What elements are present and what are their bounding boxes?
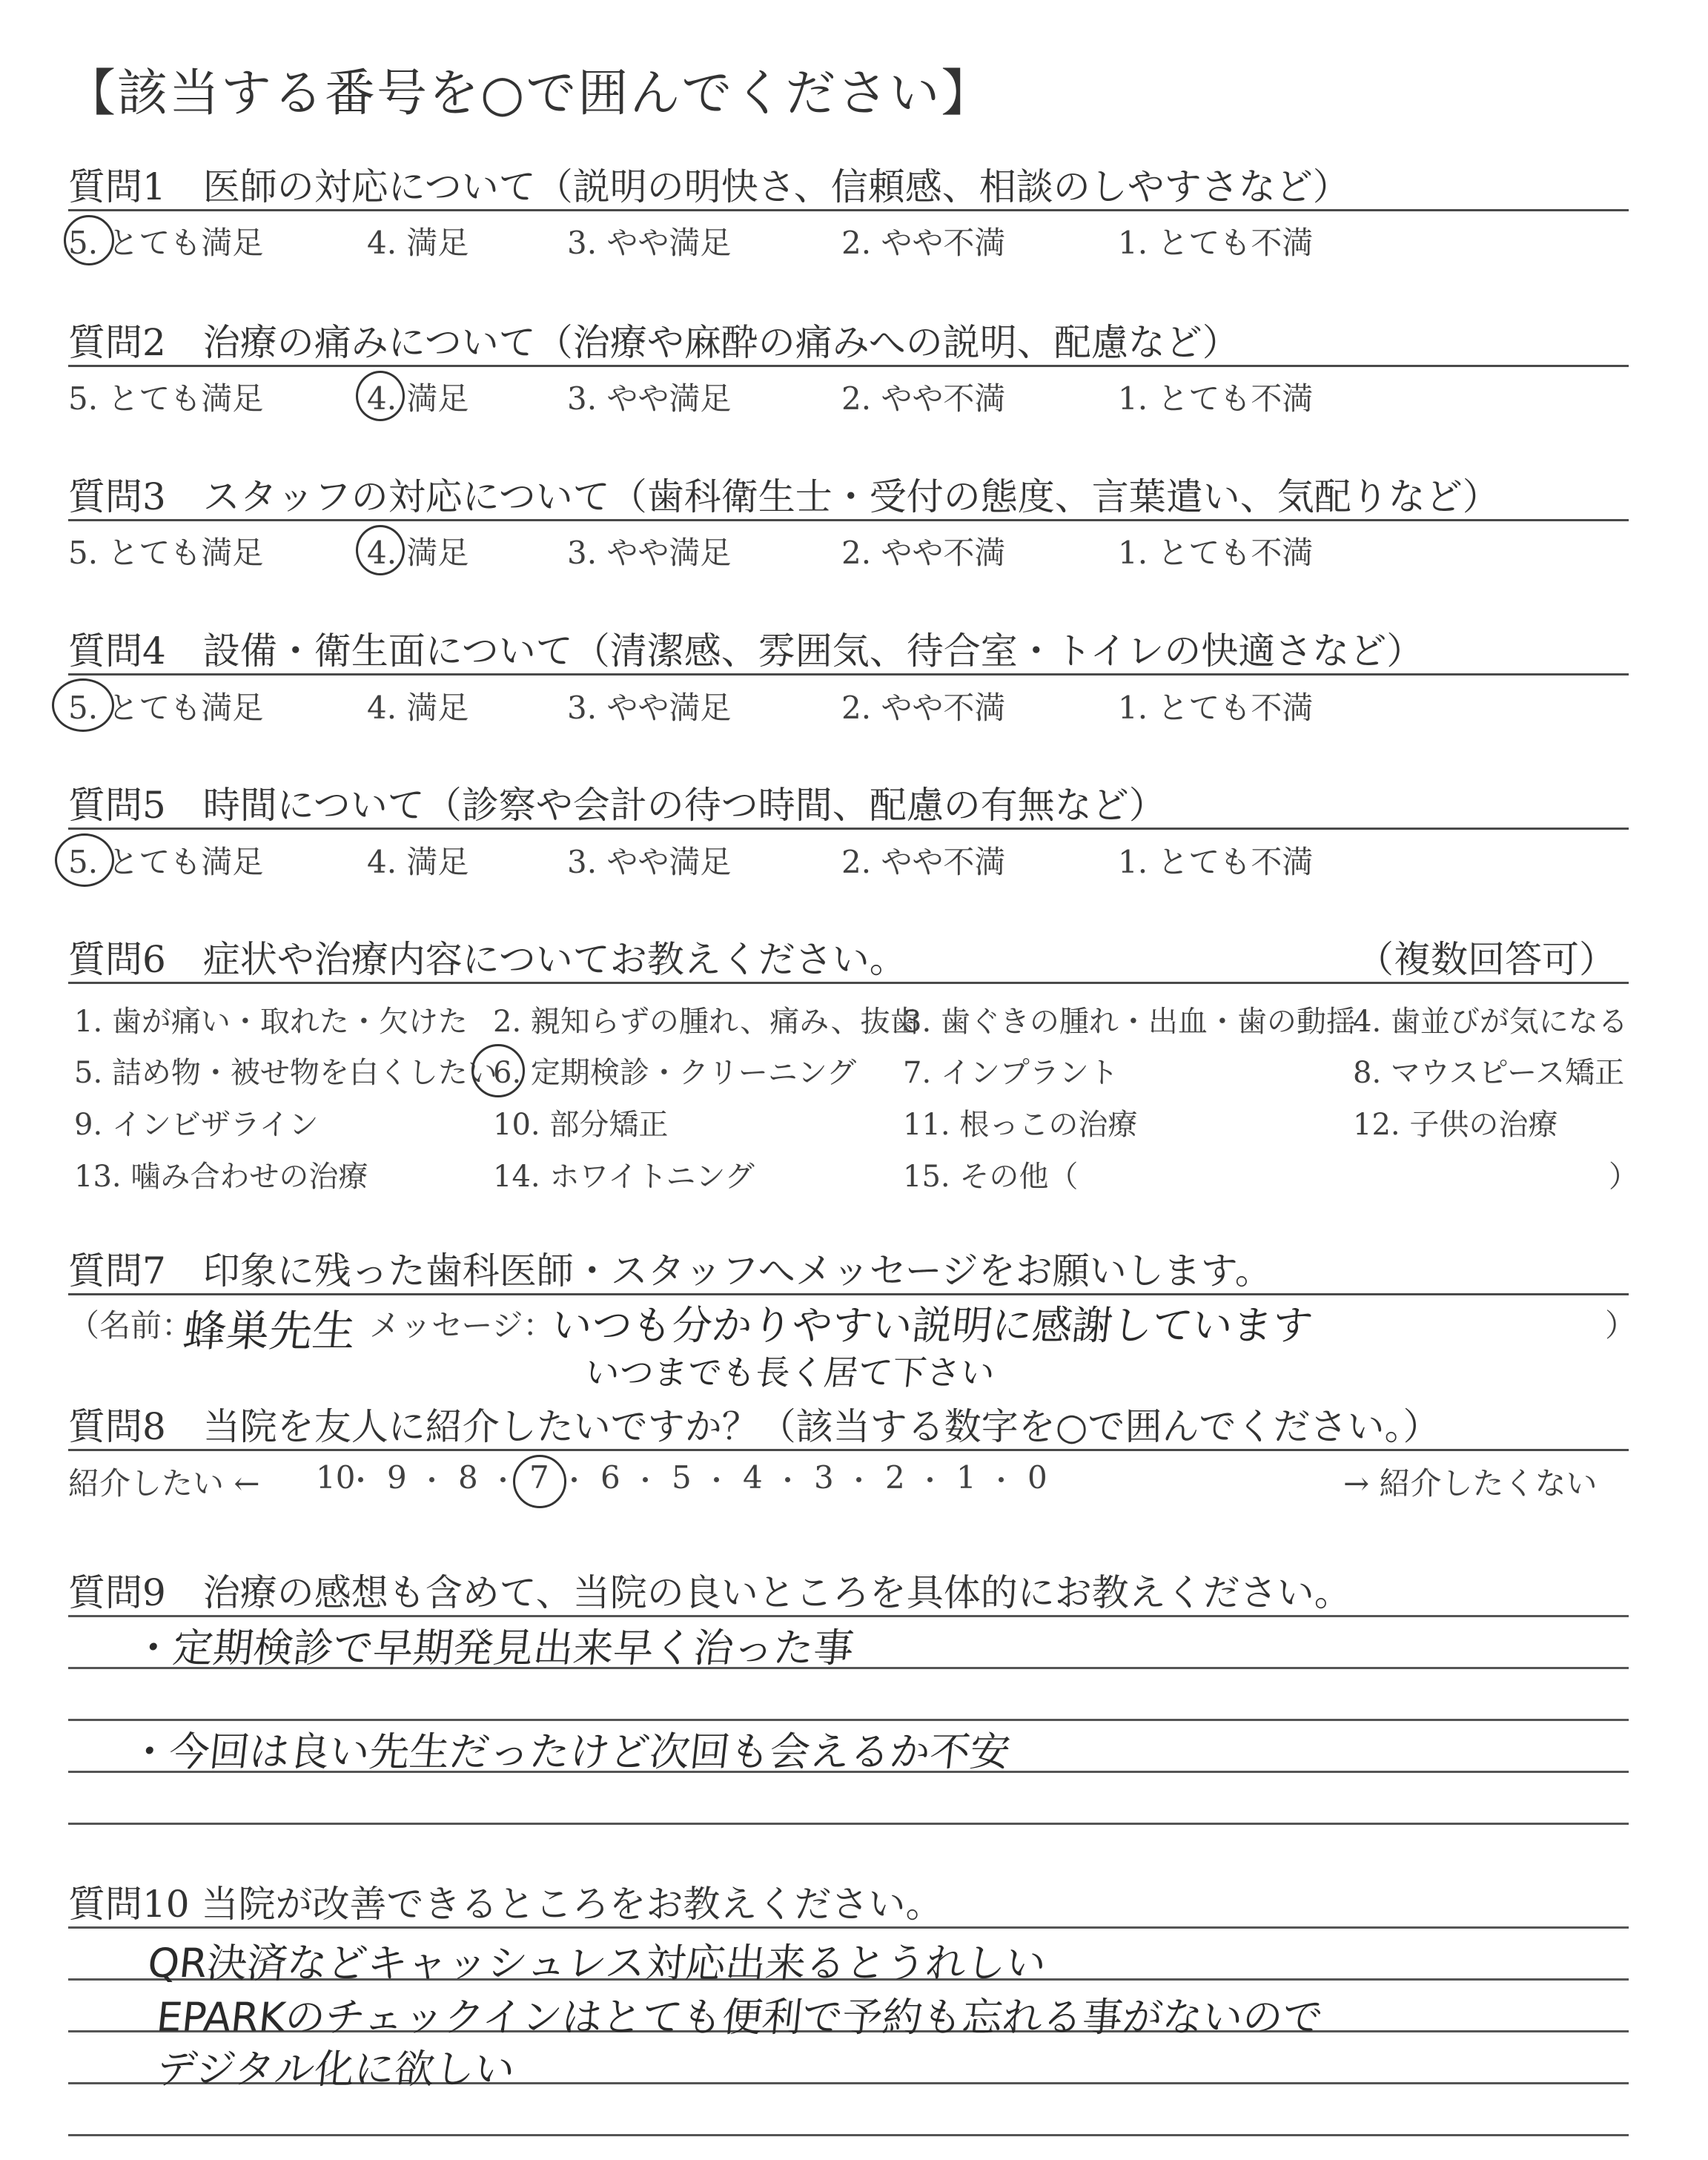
q10-line-1 xyxy=(68,1926,1629,1929)
q6-item-8[interactable]: 8. マウスピース矯正 xyxy=(1353,1056,1625,1090)
q6-item-13[interactable]: 13. 噛み合わせの治療 xyxy=(74,1160,368,1194)
q5-title: 質問5 時間について（診察や会計の待つ時間、配慮の有無など） xyxy=(68,784,1166,827)
q5-option-1[interactable]: 1. とても不満 xyxy=(1118,844,1314,880)
q3-title: 質問3 スタッフの対応について（歯科衛生士・受付の態度、言葉遣い、気配りなど） xyxy=(68,475,1500,518)
q6-item-1[interactable]: 1. 歯が痛い・取れた・欠けた xyxy=(74,1005,468,1039)
q4-rule xyxy=(68,673,1629,676)
q8-scale-separator xyxy=(358,1477,363,1482)
q7-name-label: （名前： xyxy=(68,1307,193,1344)
q5-option-2[interactable]: 2. やや不満 xyxy=(841,844,1006,880)
q3-selection-circle xyxy=(356,525,405,575)
q7-message-line-2[interactable]: いつまでも長く居て下さい xyxy=(583,1353,997,1393)
q3-option-2[interactable]: 2. やや不満 xyxy=(841,535,1006,571)
q1-rule xyxy=(68,209,1629,211)
q6-note: （複数回答可） xyxy=(1357,938,1616,981)
q6-title: 質問6 症状や治療内容についてお教えください。 xyxy=(68,938,907,981)
q6-item-15[interactable]: 15. その他（ xyxy=(903,1160,1079,1194)
q6-item-10[interactable]: 10. 部分矯正 xyxy=(493,1108,669,1142)
q8-selection-circle xyxy=(513,1455,566,1508)
q8-scale-separator xyxy=(714,1477,719,1482)
q8-left-label: 紹介したい ← xyxy=(68,1465,260,1502)
q6-item-7[interactable]: 7. インプラント xyxy=(903,1056,1119,1090)
q8-scale-5[interactable]: 5 xyxy=(672,1459,692,1496)
q6-item-3[interactable]: 3. 歯ぐきの腫れ・出血・歯の動揺 xyxy=(903,1005,1356,1039)
q6-selection-circle xyxy=(471,1044,525,1097)
q8-scale-separator xyxy=(572,1477,577,1482)
q5-option-3[interactable]: 3. やや満足 xyxy=(567,844,732,880)
q8-scale-separator xyxy=(429,1477,434,1482)
q3-option-3[interactable]: 3. やや満足 xyxy=(567,535,732,571)
q8-scale-6[interactable]: 6 xyxy=(600,1459,620,1496)
q6-item-2[interactable]: 2. 親知らずの腫れ、痛み、抜歯 xyxy=(493,1005,920,1039)
q1-option-1[interactable]: 1. とても不満 xyxy=(1118,225,1314,261)
q8-scale-1[interactable]: 1 xyxy=(956,1459,976,1496)
q8-scale-separator xyxy=(500,1477,506,1482)
q7-name-value[interactable]: 蜂巣先生 xyxy=(180,1306,359,1356)
q4-title: 質問4 設備・衛生面について（清潔感、雰囲気、待合室・トイレの快適さなど） xyxy=(68,630,1424,673)
q6-item-14[interactable]: 14. ホワイトニング xyxy=(493,1160,755,1194)
q7-message-label: メッセージ： xyxy=(369,1307,555,1344)
q8-scale-8[interactable]: 8 xyxy=(458,1459,478,1496)
q8-scale-9[interactable]: 9 xyxy=(387,1459,407,1496)
q3-rule xyxy=(68,519,1629,521)
q8-scale-7[interactable]: 7 xyxy=(529,1459,549,1496)
q10-answer-line-2[interactable]: EPARKのチェックインはとても便利で予約も忘れる事がないので xyxy=(154,1994,1325,2041)
q1-title: 質問1 医師の対応について（説明の明快さ、信頼感、相談のしやすさなど） xyxy=(68,165,1350,208)
q8-scale-separator xyxy=(643,1477,648,1482)
q1-option-4[interactable]: 4. 満足 xyxy=(367,225,469,261)
q6-item-5[interactable]: 5. 詰め物・被せ物を白くしたい xyxy=(74,1056,497,1090)
q7-message-line-1[interactable]: いつも分かりやすい説明に感謝しています xyxy=(549,1302,1315,1349)
q9-line-5 xyxy=(68,1823,1629,1825)
q6-item-15-close-paren: ） xyxy=(1609,1160,1638,1194)
q7-close-paren: ） xyxy=(1605,1307,1637,1344)
q5-selection-circle xyxy=(55,833,114,887)
q2-selection-circle xyxy=(356,371,405,421)
q5-rule xyxy=(68,828,1629,830)
q5-option-5[interactable]: 5. とても満足 xyxy=(68,844,264,880)
q8-scale-separator xyxy=(856,1477,861,1482)
q1-option-5[interactable]: 5. とても満足 xyxy=(68,225,264,261)
q8-scale-separator xyxy=(785,1477,790,1482)
q8-scale-3[interactable]: 3 xyxy=(814,1459,834,1496)
q2-rule xyxy=(68,365,1629,367)
q9-title: 質問9 治療の感想も含めて、当院の良いところを具体的にお教えください。 xyxy=(68,1571,1351,1614)
q6-rule xyxy=(68,982,1629,984)
q4-option-1[interactable]: 1. とても不満 xyxy=(1118,690,1314,726)
q4-option-5[interactable]: 5. とても満足 xyxy=(68,690,264,726)
q9-answer-line-1[interactable]: ・定期検診で早期発見出来早く治った事 xyxy=(130,1625,856,1671)
q8-title: 質問8 当院を友人に紹介したいですか？（該当する数字を○で囲んでください。） xyxy=(68,1405,1440,1448)
q8-right-label: → 紹介したくない xyxy=(1343,1465,1598,1502)
q6-item-9[interactable]: 9. インビザライン xyxy=(74,1108,319,1142)
q4-selection-circle xyxy=(52,678,114,732)
q10-title: 質問10 当院が改善できるところをお教えください。 xyxy=(68,1883,943,1926)
q8-rule xyxy=(68,1449,1629,1451)
q4-option-3[interactable]: 3. やや満足 xyxy=(567,690,732,726)
q1-selection-circle xyxy=(64,215,114,265)
q10-answer-line-1[interactable]: QR決済などキャッシュレス対応出来るとうれしい xyxy=(145,1940,1049,1986)
q8-scale-4[interactable]: 4 xyxy=(743,1459,763,1496)
q1-option-3[interactable]: 3. やや満足 xyxy=(567,225,732,261)
q7-title: 質問7 印象に残った歯科医師・スタッフへメッセージをお願いします。 xyxy=(68,1249,1272,1292)
q8-scale-separator xyxy=(999,1477,1004,1482)
q8-scale-2[interactable]: 2 xyxy=(885,1459,905,1496)
q2-option-2[interactable]: 2. やや不満 xyxy=(841,380,1006,417)
q5-option-4[interactable]: 4. 満足 xyxy=(367,844,469,880)
q2-option-4[interactable]: 4. 満足 xyxy=(367,380,469,417)
q10-line-5 xyxy=(68,2134,1629,2136)
q2-option-5[interactable]: 5. とても満足 xyxy=(68,380,264,417)
q2-option-3[interactable]: 3. やや満足 xyxy=(567,380,732,417)
q10-answer-line-3[interactable]: デジタル化に欲しい xyxy=(154,2046,517,2093)
q4-option-2[interactable]: 2. やや不満 xyxy=(841,690,1006,726)
q4-option-4[interactable]: 4. 満足 xyxy=(367,690,469,726)
q2-option-1[interactable]: 1. とても不満 xyxy=(1118,380,1314,417)
q3-option-1[interactable]: 1. とても不満 xyxy=(1118,535,1314,571)
q8-scale-separator xyxy=(927,1477,933,1482)
q6-item-11[interactable]: 11. 根っこの治療 xyxy=(903,1108,1138,1142)
q6-item-6[interactable]: 6. 定期検診・クリーニング xyxy=(493,1056,857,1090)
q9-answer-line-2[interactable]: ・今回は良い先生だったけど次回も会えるか不安 xyxy=(127,1728,1013,1775)
q3-option-4[interactable]: 4. 満足 xyxy=(367,535,469,571)
q6-item-4[interactable]: 4. 歯並びが気になる xyxy=(1353,1005,1628,1039)
q2-title: 質問2 治療の痛みについて（治療や麻酔の痛みへの説明、配慮など） xyxy=(68,321,1239,364)
q8-scale-10[interactable]: 10 xyxy=(316,1459,356,1496)
form-header: 【該当する番号を○で囲んでください】 xyxy=(65,65,993,123)
q8-scale-0[interactable]: 0 xyxy=(1027,1459,1047,1496)
q1-option-2[interactable]: 2. やや不満 xyxy=(841,225,1006,261)
q6-item-12[interactable]: 12. 子供の治療 xyxy=(1353,1108,1558,1142)
q3-option-5[interactable]: 5. とても満足 xyxy=(68,535,264,571)
